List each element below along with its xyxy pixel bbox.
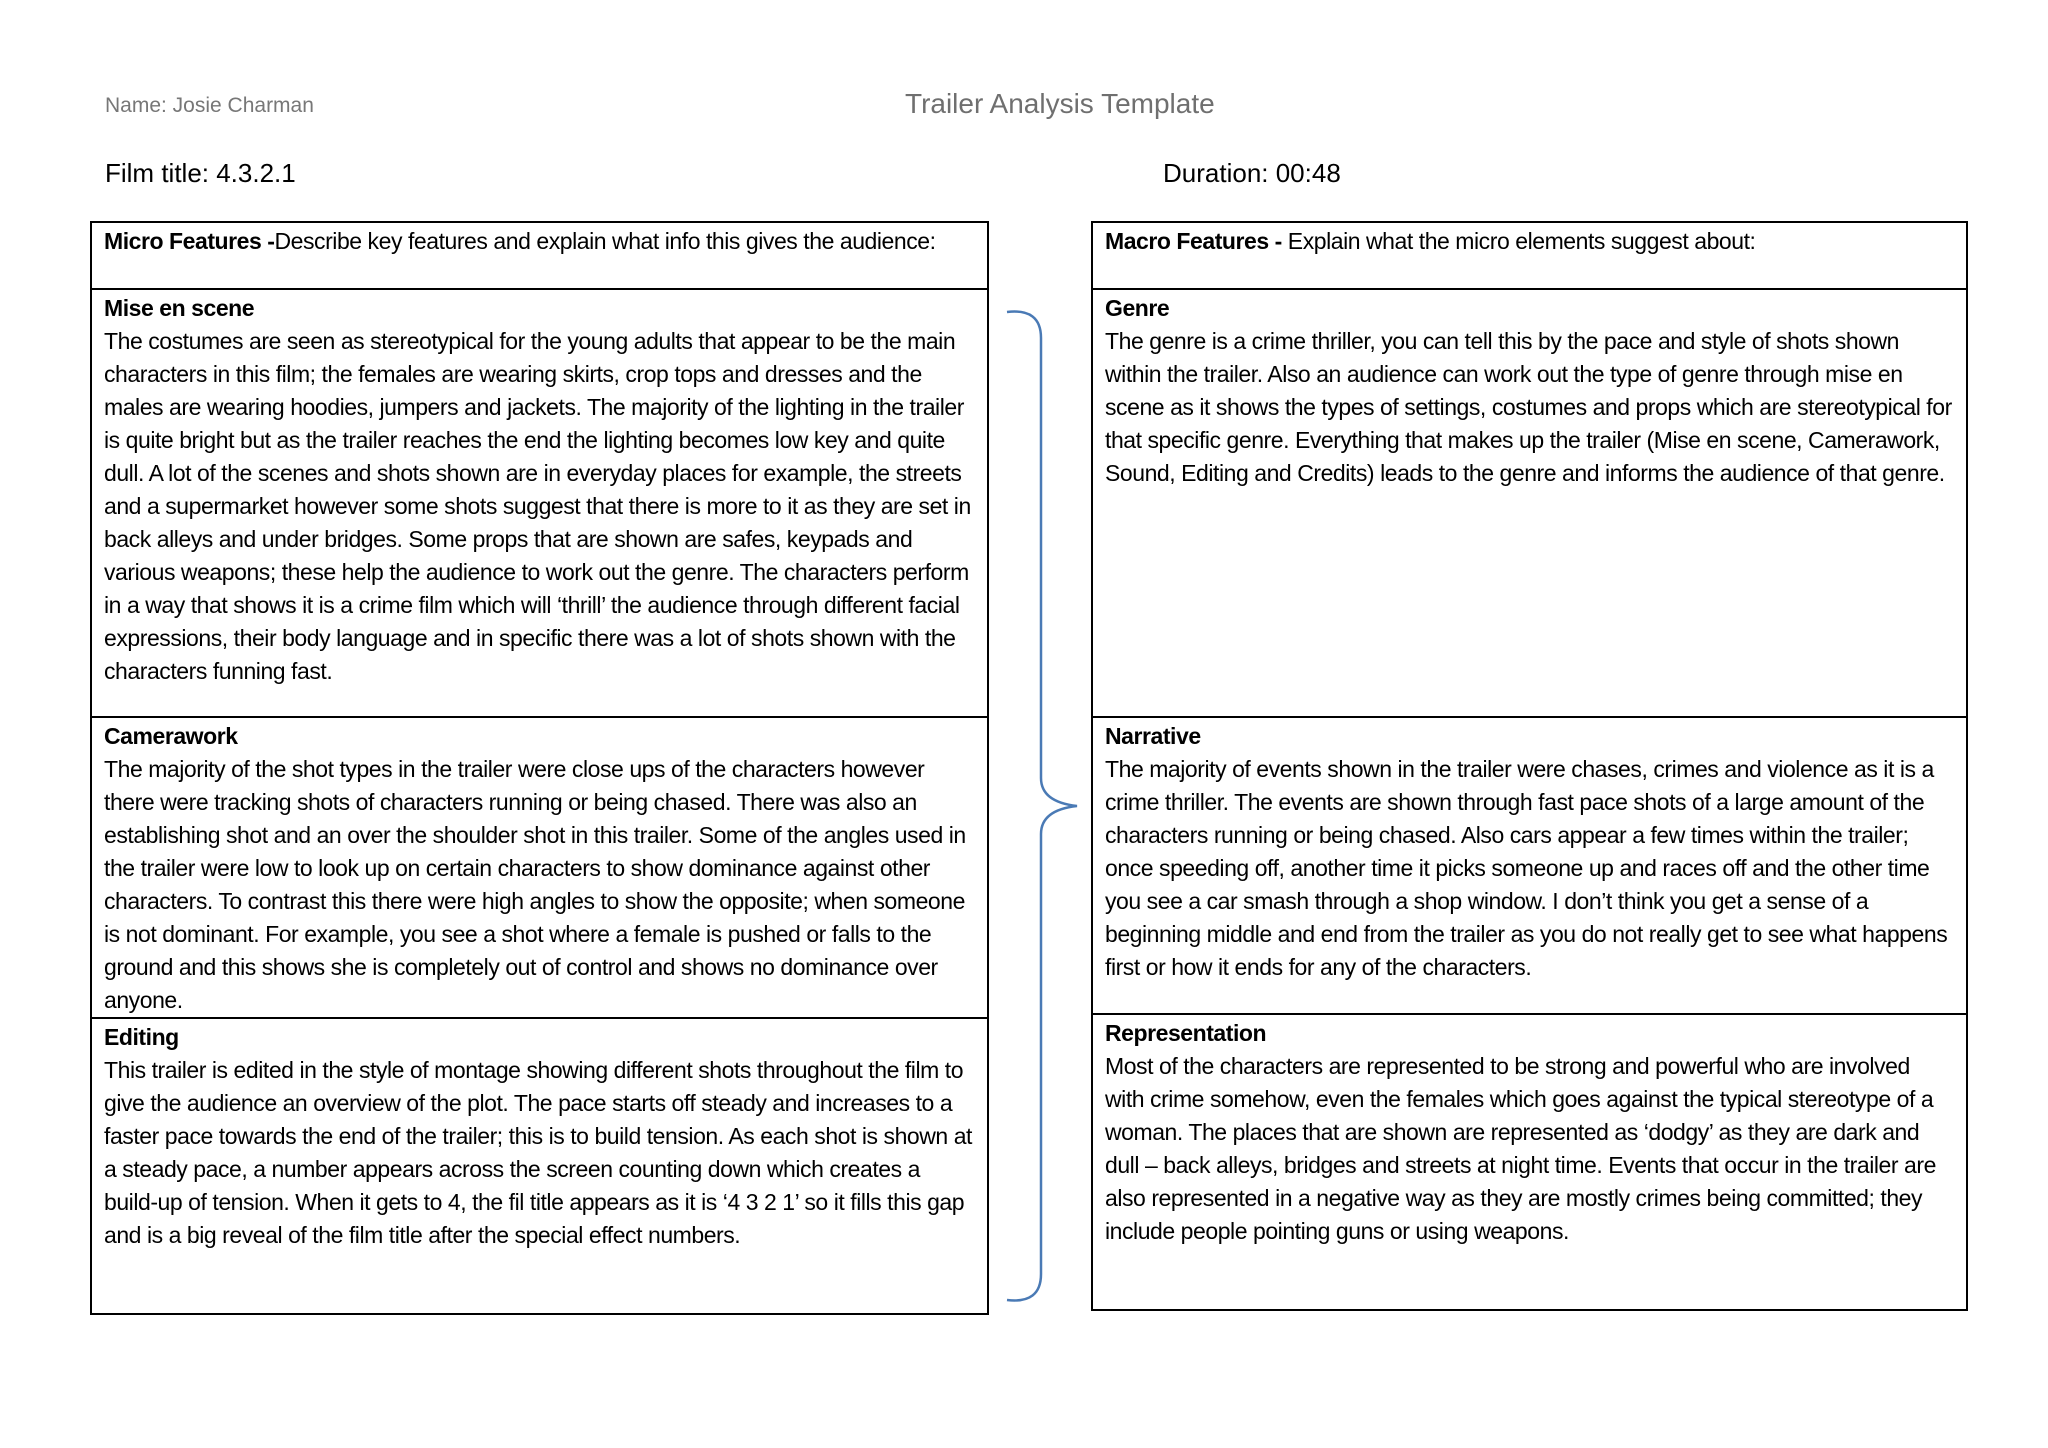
macro-header-text: Explain what the micro elements suggest about:	[1281, 228, 1756, 254]
micro-header-text: Describe key features and explain what info this gives the audience:	[274, 228, 936, 254]
narrative-cell	[1092, 717, 1967, 1014]
genre-text: The genre is a crime thriller, you can tell this by the pace and style of shots shown within the trailer. Also an audience can work out the type of genre through mise en scene as it shows the types of settings, costumes and props which are stereotypical for that specific genre. Everything that makes up the trailer (Mise en scene, Camerawork, Sound, Editing and Credits) leads to the genre and informs the audience of that genre.	[1105, 328, 1952, 486]
genre-cell	[1092, 289, 1967, 717]
micro-header-label: Micro Features -	[104, 228, 275, 254]
page-title: Trailer Analysis Template	[905, 88, 1215, 119]
mise-en-scene-title: Mise en scene	[104, 295, 255, 321]
mise-en-scene-cell	[91, 289, 988, 717]
camerawork-title: Camerawork	[104, 723, 238, 749]
micro-features-table	[90, 221, 989, 1315]
representation-cell	[1092, 1014, 1967, 1310]
micro-header-cell	[91, 222, 988, 289]
curly-brace-icon	[1005, 308, 1085, 1308]
macro-header-label: Macro Features -	[1105, 228, 1282, 254]
narrative-text: The majority of events shown in the trailer were chases, crimes and violence as it is a crime thriller. The events are shown through fast pace shots of a large amount of the characters running or being chased. Also cars appear a few times within the trailer; once speeding off, another time it picks someone up and races off and the other time you see a car smash through a shop window. I don’t think you get a sense of a beginning middle and end from the trailer as you do not really get to see what happens first or how it ends for any of the characters.	[1105, 756, 1948, 980]
editing-title: Editing	[104, 1024, 179, 1050]
representation-title: Representation	[1105, 1020, 1267, 1046]
representation-text: Most of the characters are represented to be strong and powerful who are involved with crime somehow, even the females which goes against the typical stereotype of a woman. The places that are shown are represented as ‘dodgy’ as they are dark and dull – back alleys, bridges and streets at night time. Events that occur in the trailer are also represented in a negative way as they are mostly crimes being committed; they include people pointing guns or using weapons.	[1105, 1053, 1936, 1244]
narrative-title: Narrative	[1105, 723, 1201, 749]
genre-title: Genre	[1105, 295, 1170, 321]
duration: Duration: 00:48	[1163, 158, 1341, 188]
camerawork-cell	[91, 717, 988, 1018]
macro-header-cell	[1092, 222, 1967, 289]
student-name: Name: Josie Charman	[105, 94, 314, 117]
editing-text: This trailer is edited in the style of montage showing different shots throughout the film to give the audience an overview of the plot. The pace starts off steady and increases to a faster pace towards the end of the trailer; this is to build tension. As each shot is shown at a steady pace, a number appears across the screen counting down which creates a build-up of tension. When it gets to 4, the fil title appears as it is ‘4 3 2 1’ so it fills this gap and is a big reveal of the film title after the special effect numbers.	[104, 1057, 972, 1248]
editing-cell	[91, 1018, 988, 1314]
film-title: Film title: 4.3.2.1	[105, 158, 296, 188]
macro-features-table	[1091, 221, 1968, 1311]
mise-en-scene-text: The costumes are seen as stereotypical for the young adults that appear to be the main characters in this film; the females are wearing skirts, crop tops and dresses and the males are wearing hoodies, jumpers and jackets. The majority of the lighting in the trailer is quite bright but as the trailer reaches the end the lighting becomes low key and quite dull. A lot of the scenes and shots shown are in everyday places for example, the streets and a supermarket however some shots suggest that there is more to it as they are set in back alleys and under bridges. Some props that are shown are safes, keypads and various weapons; these help the audience to work out the genre. The characters perform in a way that shows it is a crime film which will ‘thrill’ the audience through different facial expressions, their body language and in specific there was a lot of shots shown with the characters funning fast.	[104, 328, 971, 684]
camerawork-text: The majority of the shot types in the trailer were close ups of the characters however there were tracking shots of characters running or being chased. There was also an establishing shot and an over the shoulder shot in this trailer. Some of the angles used in the trailer were low to look up on certain characters to show dominance against other characters. To contrast this there were high angles to show the opposite; when someone is not dominant. For example, you see a shot where a female is pushed or falls to the ground and this shows she is completely out of control and shows no dominance over anyone.	[104, 756, 966, 1013]
